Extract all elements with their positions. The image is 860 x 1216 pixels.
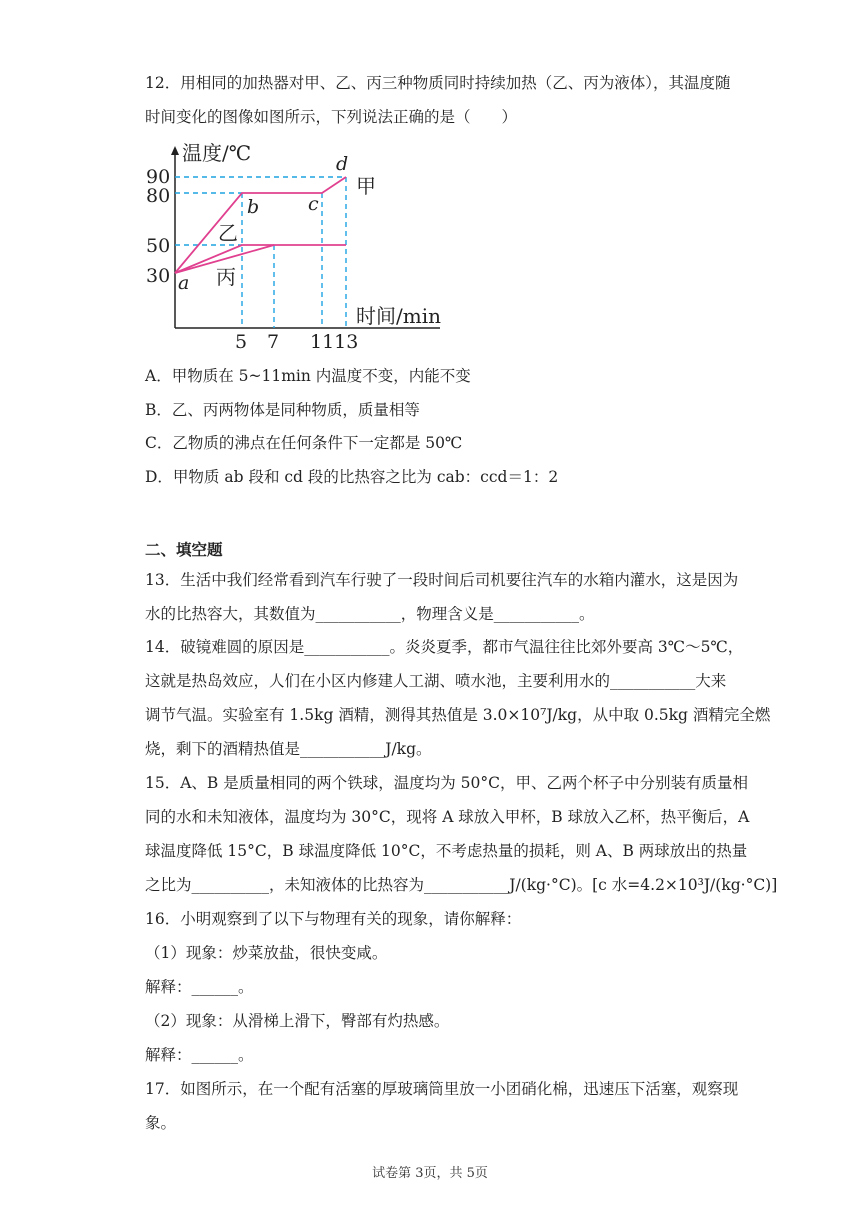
y-tick-30: 30	[146, 265, 171, 287]
series-jia-line	[175, 177, 346, 273]
y-tick-50: 50	[146, 235, 171, 257]
q12-line-2: 时间变化的图像如图所示，下列说法正确的是（ ）	[145, 108, 518, 126]
q15-line-1: 15．A、B 是质量相同的两个铁球，温度均为 50°C，甲、乙两个杯子中分别装有质量相	[145, 774, 748, 792]
q12-option-a: A．甲物质在 5~11min 内温度不变，内能不变	[145, 367, 471, 385]
q17-line-2: 象。	[145, 1114, 177, 1132]
y-axis-arrow	[171, 146, 179, 155]
series-label-bing: 丙	[216, 265, 236, 289]
dashed-guides	[175, 177, 346, 328]
point-a: a	[178, 272, 190, 294]
data-lines	[175, 177, 346, 273]
y-axis-label: 温度/℃	[182, 141, 252, 165]
q16-line-5: 解释：______。	[145, 1046, 254, 1064]
q14-line-1: 14．破镜难圆的原因是___________。炎炎夏季，都市气温往往比郊外要高 3℃～5℃，	[145, 638, 744, 656]
q14-line-2: 这就是热岛效应，人们在小区内修建人工湖、喷水池，主要利用水的___________大来	[145, 672, 727, 690]
q13-line-1: 13．生活中我们经常看到汽车行驶了一段时间后司机要往汽车的水箱内灌水，这是因为	[145, 571, 739, 589]
x-tick-5: 5	[235, 331, 248, 353]
q12-option-b: B．乙、丙两物体是同种物质，质量相等	[145, 401, 420, 419]
q17-line-1: 17．如图所示，在一个配有活塞的厚玻璃筒里放一小团硝化棉，迅速压下活塞，观察现	[145, 1080, 739, 1098]
q16-line-1: 16．小明观察到了以下与物理有关的现象，请你解释：	[145, 910, 522, 928]
series-label-yi: 乙	[218, 221, 238, 245]
q16-line-4: （2）现象：从滑梯上滑下，臀部有灼热感。	[145, 1012, 450, 1030]
q12-line-1: 12．用相同的加热器对甲、乙、丙三种物质同时持续加热（乙、丙为液体），其温度随	[145, 74, 731, 92]
q14-line-4: 烧，剩下的酒精热值是___________J/kg。	[145, 740, 432, 758]
y-tick-90: 90	[146, 166, 171, 188]
x-axis-label: 时间/min	[356, 304, 441, 328]
x-tick-11-13: 1113	[310, 331, 359, 353]
temperature-time-graph	[140, 140, 460, 355]
q12-option-c: C．乙物质的沸点在任何条件下一定都是 50℃	[145, 434, 463, 452]
q14-line-3: 调节气温。实验室有 1.5kg 酒精，测得其热值是 3.0×10⁷J/kg，从中取 0.5kg 酒精完全燃	[145, 706, 771, 724]
q12-option-d: D．甲物质 ab 段和 cd 段的比热容之比为 cab：ccd＝1：2	[145, 468, 559, 486]
series-label-jia: 甲	[356, 174, 376, 198]
page-footer: 试卷第 3页，共 5页	[372, 1166, 488, 1181]
q15-line-4: 之比为__________，未知液体的比热容为___________J/(kg·°C)。[c 水=4.2×10³J/(kg·°C)]	[145, 876, 778, 894]
point-b: b	[247, 196, 260, 218]
q16-line-3: 解释：______。	[145, 978, 254, 996]
q16-line-2: （1）现象：炒菜放盐，很快变咸。	[145, 944, 388, 962]
q15-line-2: 同的水和未知液体，温度均为 30°C，现将 A 球放入甲杯，B 球放入乙杯，热平衡后，A	[145, 808, 750, 826]
section-title: 二、填空题	[145, 540, 223, 559]
point-c: c	[308, 193, 319, 215]
y-tick-80: 80	[146, 185, 171, 207]
q13-line-2: 水的比热容大，其数值为___________，物理含义是___________。	[145, 605, 595, 623]
q15-line-3: 球温度降低 15°C，B 球温度降低 10°C，不考虑热量的损耗，则 A、B 两球放出的热量	[145, 842, 748, 860]
point-d: d	[336, 153, 349, 175]
x-tick-7: 7	[267, 331, 280, 353]
